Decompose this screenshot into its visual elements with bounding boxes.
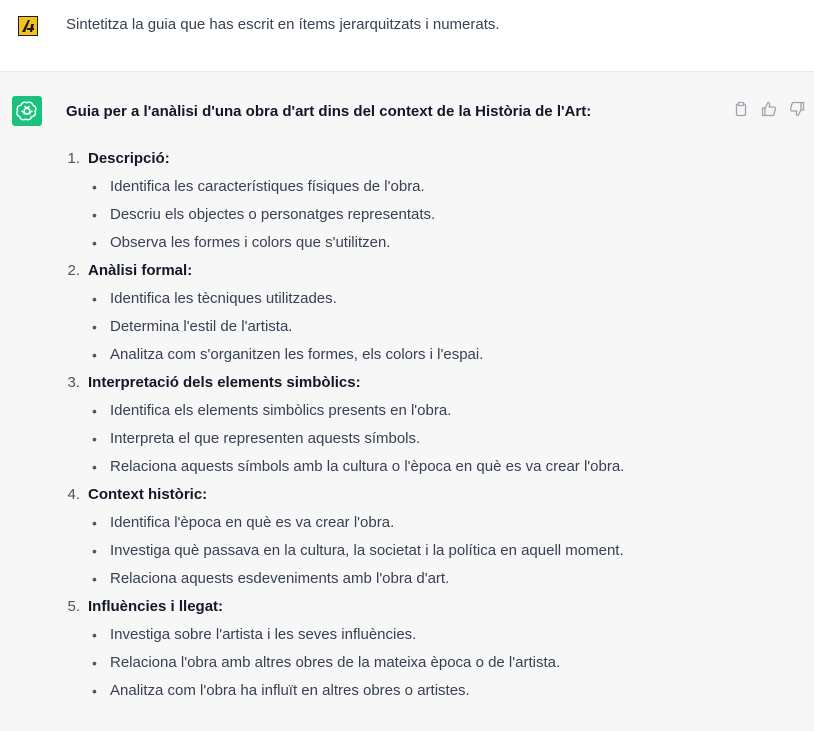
numbered-list xyxy=(66,148,766,708)
bullet-dot-icon: • xyxy=(92,403,97,419)
bullet-dot-icon: • xyxy=(92,627,97,643)
section-heading xyxy=(66,372,766,400)
bullet-dot-icon: • xyxy=(92,319,97,335)
section-title: Influències i llegat: xyxy=(88,598,224,615)
bullet-list xyxy=(66,176,766,260)
bullet-list xyxy=(66,288,766,372)
section-heading xyxy=(66,484,766,512)
bullet-dot-icon: • xyxy=(92,291,97,307)
section-title: Interpretació dels elements simbòlics: xyxy=(88,374,361,391)
section-title: Anàlisi formal: xyxy=(88,262,193,279)
section-number: 3. xyxy=(67,374,80,391)
list-item xyxy=(66,316,766,344)
bullet-dot-icon: • xyxy=(92,543,97,559)
list-item xyxy=(66,400,766,428)
assistant-message-content xyxy=(66,102,766,708)
list-item xyxy=(66,568,766,596)
bullet-list xyxy=(66,400,766,484)
list-item xyxy=(66,288,766,316)
list-item-text: Relaciona l'obra amb altres obres de la mateixa època o de l'artista. xyxy=(110,654,561,671)
list-item-text: Observa les formes i colors que s'utilitzen. xyxy=(110,234,391,251)
list-item-text: Descriu els objectes o personatges representats. xyxy=(110,206,436,223)
list-item xyxy=(66,428,766,456)
bullet-dot-icon: • xyxy=(92,431,97,447)
list-item xyxy=(66,540,766,568)
bullet-dot-icon: • xyxy=(92,235,97,251)
bullet-dot-icon: • xyxy=(92,683,97,699)
bullet-list xyxy=(66,624,766,708)
list-item xyxy=(66,652,766,680)
list-item xyxy=(66,456,766,484)
list-item xyxy=(66,624,766,652)
list-item-text: Identifica les tècniques utilitzades. xyxy=(110,290,337,307)
list-item-text: Analitza com l'obra ha influït en altres obres o artistes. xyxy=(110,682,470,699)
list-item xyxy=(66,176,766,204)
bullet-dot-icon: • xyxy=(92,571,97,587)
list-item-text: Investiga sobre l'artista i les seves influències. xyxy=(110,626,417,643)
openai-logo-icon xyxy=(16,100,38,122)
section-title: Descripció: xyxy=(88,150,170,167)
assistant-message-row xyxy=(0,72,814,731)
bullet-dot-icon: • xyxy=(92,207,97,223)
list-item xyxy=(66,512,766,540)
list-item-text: Identifica l'època en què es va crear l'obra. xyxy=(110,514,395,531)
section-number: 4. xyxy=(67,486,80,503)
bullet-dot-icon: • xyxy=(92,347,97,363)
bullet-dot-icon: • xyxy=(92,459,97,475)
bullet-dot-icon: • xyxy=(92,655,97,671)
thumbs-down-icon xyxy=(789,101,805,117)
bullet-dot-icon: • xyxy=(92,179,97,195)
list-item-text: Identifica les característiques físiques de l'obra. xyxy=(110,178,425,195)
bullet-dot-icon: • xyxy=(92,515,97,531)
section-number: 2. xyxy=(67,262,80,279)
list-item xyxy=(66,680,766,708)
section-heading xyxy=(66,148,766,176)
section-heading xyxy=(66,596,766,624)
user-avatar xyxy=(18,16,38,36)
list-section xyxy=(66,148,766,260)
section-number: 5. xyxy=(67,598,80,615)
thumbs-down-button[interactable] xyxy=(788,100,806,118)
list-item-text: Interpreta el que representen aquests símbols. xyxy=(110,430,421,447)
list-item-text: Investiga què passava en la cultura, la societat i la política en aquell moment. xyxy=(110,542,624,559)
section-title: Context històric: xyxy=(88,486,208,503)
list-item-text: Identifica els elements simbòlics presents en l'obra. xyxy=(110,402,452,419)
list-section xyxy=(66,372,766,484)
list-item-text: Relaciona aquests símbols amb la cultura o l'època en què es va crear l'obra. xyxy=(110,458,625,475)
list-item-text: Analitza com s'organitzen les formes, els colors i l'espai. xyxy=(110,346,484,363)
list-section xyxy=(66,596,766,708)
list-item xyxy=(66,204,766,232)
user-avatar-glyph-icon xyxy=(19,17,37,35)
list-section xyxy=(66,260,766,372)
list-item-text: Relaciona aquests esdeveniments amb l'obra d'art. xyxy=(110,570,450,587)
user-message-text: Sintetitza la guia que has escrit en ítems jerarquitzats i numerats. xyxy=(66,16,500,33)
user-message-row xyxy=(0,0,814,72)
list-item xyxy=(66,344,766,372)
section-heading xyxy=(66,260,766,288)
list-item-text: Determina l'estil de l'artista. xyxy=(110,318,293,335)
list-item xyxy=(66,232,766,260)
answer-heading: Guia per a l'anàlisi d'una obra d'art dins del context de la Història de l'Art: xyxy=(66,103,592,120)
section-number: 1. xyxy=(67,150,80,167)
list-section xyxy=(66,484,766,596)
assistant-avatar xyxy=(12,96,42,126)
bullet-list xyxy=(66,512,766,596)
